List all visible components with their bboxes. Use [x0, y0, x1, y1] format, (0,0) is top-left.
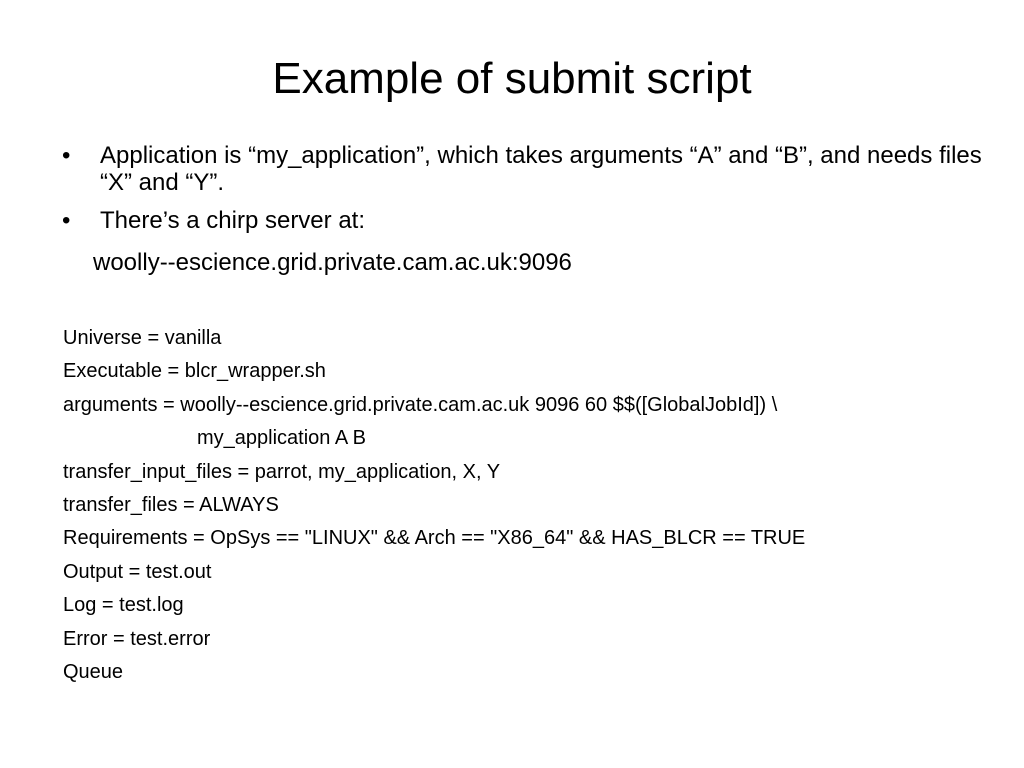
bullet-item-application — [62, 142, 992, 196]
script-line-transfer-files: transfer_files = ALWAYS — [63, 493, 279, 516]
script-line-requirements: Requirements = OpSys == "LINUX" && Arch == "X86_64" && HAS_BLCR == TRUE — [63, 527, 806, 550]
submit-script — [63, 324, 1003, 691]
script-line-output: Output = test.out — [63, 560, 212, 583]
script-line-error: Error = test.error — [63, 627, 211, 650]
script-line-universe: Universe = vanilla — [63, 327, 222, 349]
bullet-text: There’s a chirp server at: — [100, 207, 365, 234]
bullet-list — [62, 142, 992, 245]
chirp-server-address: woolly--escience.grid.private.cam.ac.uk:9096 — [93, 249, 572, 276]
bullet-marker: • — [62, 207, 71, 234]
script-line-arguments-continued: my_application A B — [197, 427, 366, 450]
script-line-executable: Executable = blcr_wrapper.sh — [63, 360, 326, 383]
bullet-marker: • — [62, 142, 71, 169]
slide-title: Example of submit script — [272, 54, 752, 103]
script-line-transfer-input-files: transfer_input_files = parrot, my_application, X, Y — [63, 460, 501, 483]
script-line-arguments: arguments = woolly--escience.grid.private.cam.ac.uk 9096 60 $$([GlobalJobId]) \ — [63, 393, 778, 416]
bullet-text: Application is “my_application”, which takes arguments “A” and “B”, and needs files “X” and “Y”. — [100, 142, 982, 196]
script-line-log: Log = test.log — [63, 594, 184, 617]
bullet-item-chirp-server — [62, 207, 992, 234]
script-line-queue: Queue — [63, 660, 124, 683]
